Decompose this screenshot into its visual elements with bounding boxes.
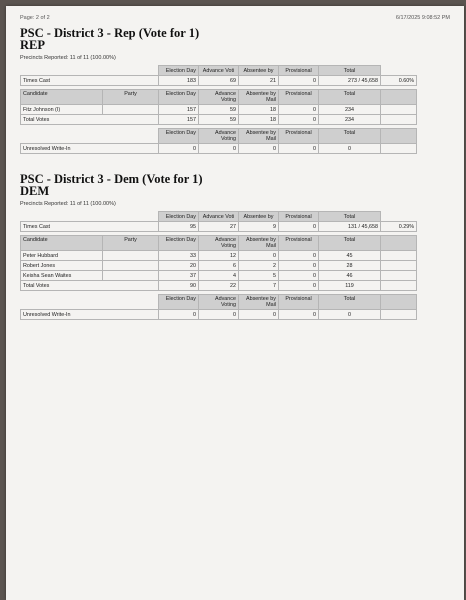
- col-provisional: Provisional: [279, 66, 319, 76]
- col-election-day: Election Day: [159, 212, 199, 222]
- candidate-total: 28: [319, 261, 381, 271]
- candidate-advance: 6: [199, 261, 239, 271]
- times-cast-header-row: [21, 66, 417, 76]
- col-advance-voting: Advance Voting: [199, 90, 239, 105]
- write-in-election-day: 0: [159, 310, 199, 320]
- candidate-advance: 59: [199, 105, 239, 115]
- col-absentee: Absentee by Mail: [239, 90, 279, 105]
- col-absentee: Absentee by Mail: [239, 236, 279, 251]
- dem-candidates-table: [20, 235, 417, 291]
- total-provisional: 0: [279, 115, 319, 125]
- col-advance-voting: Advance Voting: [199, 295, 239, 310]
- col-total: Total: [319, 212, 381, 222]
- rep-contest-title: PSC - District 3 - Rep (Vote for 1): [20, 26, 200, 40]
- candidate-name: Keisha Sean Waites: [21, 271, 103, 281]
- col-absentee: Absentee by Mail: [239, 129, 279, 144]
- times-cast-absentee: 9: [239, 222, 279, 232]
- col-election-day: Election Day: [159, 129, 199, 144]
- write-in-header-row: [21, 129, 417, 144]
- candidate-header-row: [21, 90, 417, 105]
- candidate-absentee: 5: [239, 271, 279, 281]
- total-votes-row: [21, 281, 417, 291]
- dem-times-cast-table: [20, 211, 417, 232]
- col-provisional: Provisional: [279, 129, 319, 144]
- candidate-absentee: 18: [239, 105, 279, 115]
- col-election-day: Election Day: [159, 90, 199, 105]
- times-cast-provisional: 0: [279, 222, 319, 232]
- candidate-party: [103, 105, 159, 115]
- print-timestamp: 6/17/2025 9:08:52 PM: [395, 15, 450, 21]
- col-advance-voting: Advance Voting: [199, 129, 239, 144]
- dem-contest-title: PSC - District 3 - Dem (Vote for 1): [20, 172, 203, 186]
- write-in-row: [21, 144, 417, 154]
- write-in-provisional: 0: [279, 144, 319, 154]
- candidate-party: [103, 271, 159, 281]
- candidate-row: [21, 261, 417, 271]
- write-in-absentee: 0: [239, 310, 279, 320]
- candidate-name: Robert Jones: [21, 261, 103, 271]
- col-provisional: Provisional: [279, 295, 319, 310]
- total-election-day: 90: [159, 281, 199, 291]
- col-provisional: Provisional: [279, 90, 319, 105]
- rep-times-cast-table: [20, 65, 417, 86]
- col-party: Party: [103, 236, 159, 251]
- candidate-party: [103, 261, 159, 271]
- total-absentee: 7: [239, 281, 279, 291]
- candidate-election-day: 20: [159, 261, 199, 271]
- rep-precincts-reported: Precincts Reported: 11 of 11 (100.00%): [20, 55, 116, 61]
- candidate-total: 46: [319, 271, 381, 281]
- col-total: Total: [319, 236, 381, 251]
- candidate-total: 45: [319, 251, 381, 261]
- col-total: Total: [319, 295, 381, 310]
- candidate-election-day: 157: [159, 105, 199, 115]
- report-page: [6, 6, 464, 600]
- times-cast-advance: 27: [199, 222, 239, 232]
- col-absentee: Absentee by: [239, 66, 279, 76]
- candidate-row: [21, 105, 417, 115]
- col-provisional: Provisional: [279, 212, 319, 222]
- col-election-day: Election Day: [159, 66, 199, 76]
- write-in-label: Unresolved Write-In: [21, 310, 159, 320]
- rep-write-in-table: [20, 128, 417, 154]
- total-total: 119: [319, 281, 381, 291]
- col-absentee: Absentee by Mail: [239, 295, 279, 310]
- candidate-provisional: 0: [279, 261, 319, 271]
- col-advance-voting: Advance Voti: [199, 66, 239, 76]
- candidate-row: [21, 271, 417, 281]
- write-in-total: 0: [319, 310, 381, 320]
- candidate-total: 234: [319, 105, 381, 115]
- candidate-absentee: 0: [239, 251, 279, 261]
- times-cast-election-day: 95: [159, 222, 199, 232]
- rep-contest-section: [20, 27, 416, 154]
- dem-precincts-reported: Precincts Reported: 11 of 11 (100.00%): [20, 201, 116, 207]
- times-cast-label: Times Cast: [21, 222, 159, 232]
- times-cast-percent: 0.60%: [381, 76, 417, 86]
- dem-write-in-table: [20, 294, 417, 320]
- page-number: Page: 2 of 2: [20, 15, 50, 21]
- write-in-label: Unresolved Write-In: [21, 144, 159, 154]
- rep-party-heading: REP: [20, 38, 45, 52]
- total-votes-label: Total Votes: [21, 115, 159, 125]
- times-cast-row: [21, 76, 417, 86]
- total-advance: 22: [199, 281, 239, 291]
- candidate-election-day: 37: [159, 271, 199, 281]
- col-total: Total: [319, 129, 381, 144]
- col-candidate: Candidate: [21, 236, 103, 251]
- candidate-name: Peter Hubbard: [21, 251, 103, 261]
- write-in-provisional: 0: [279, 310, 319, 320]
- col-election-day: Election Day: [159, 236, 199, 251]
- candidate-header-row: [21, 236, 417, 251]
- write-in-advance: 0: [199, 144, 239, 154]
- times-cast-absentee: 21: [239, 76, 279, 86]
- dem-party-heading: DEM: [20, 184, 50, 198]
- times-cast-total: 273 / 45,658: [319, 76, 381, 86]
- col-advance-voting: Advance Voting: [199, 236, 239, 251]
- times-cast-header-row: [21, 212, 417, 222]
- candidate-provisional: 0: [279, 251, 319, 261]
- total-absentee: 18: [239, 115, 279, 125]
- col-election-day: Election Day: [159, 295, 199, 310]
- dem-contest-section: [20, 173, 416, 320]
- candidate-name: Fitz Johnson (I): [21, 105, 103, 115]
- times-cast-row: [21, 222, 417, 232]
- write-in-absentee: 0: [239, 144, 279, 154]
- times-cast-percent: 0.29%: [381, 222, 417, 232]
- times-cast-provisional: 0: [279, 76, 319, 86]
- total-advance: 59: [199, 115, 239, 125]
- total-election-day: 157: [159, 115, 199, 125]
- write-in-total: 0: [319, 144, 381, 154]
- times-cast-advance: 69: [199, 76, 239, 86]
- col-absentee: Absentee by: [239, 212, 279, 222]
- candidate-row: [21, 251, 417, 261]
- col-total: Total: [319, 66, 381, 76]
- col-candidate: Candidate: [21, 90, 103, 105]
- write-in-election-day: 0: [159, 144, 199, 154]
- write-in-header-row: [21, 295, 417, 310]
- candidate-absentee: 2: [239, 261, 279, 271]
- candidate-election-day: 33: [159, 251, 199, 261]
- total-votes-label: Total Votes: [21, 281, 159, 291]
- candidate-advance: 12: [199, 251, 239, 261]
- times-cast-total: 131 / 45,658: [319, 222, 381, 232]
- total-votes-row: [21, 115, 417, 125]
- candidate-advance: 4: [199, 271, 239, 281]
- total-provisional: 0: [279, 281, 319, 291]
- rep-candidates-table: [20, 89, 417, 125]
- write-in-row: [21, 310, 417, 320]
- write-in-advance: 0: [199, 310, 239, 320]
- times-cast-label: Times Cast: [21, 76, 159, 86]
- col-total: Total: [319, 90, 381, 105]
- col-provisional: Provisional: [279, 236, 319, 251]
- times-cast-election-day: 183: [159, 76, 199, 86]
- candidate-provisional: 0: [279, 105, 319, 115]
- col-party: Party: [103, 90, 159, 105]
- candidate-provisional: 0: [279, 271, 319, 281]
- candidate-party: [103, 251, 159, 261]
- total-total: 234: [319, 115, 381, 125]
- col-advance-voting: Advance Voti: [199, 212, 239, 222]
